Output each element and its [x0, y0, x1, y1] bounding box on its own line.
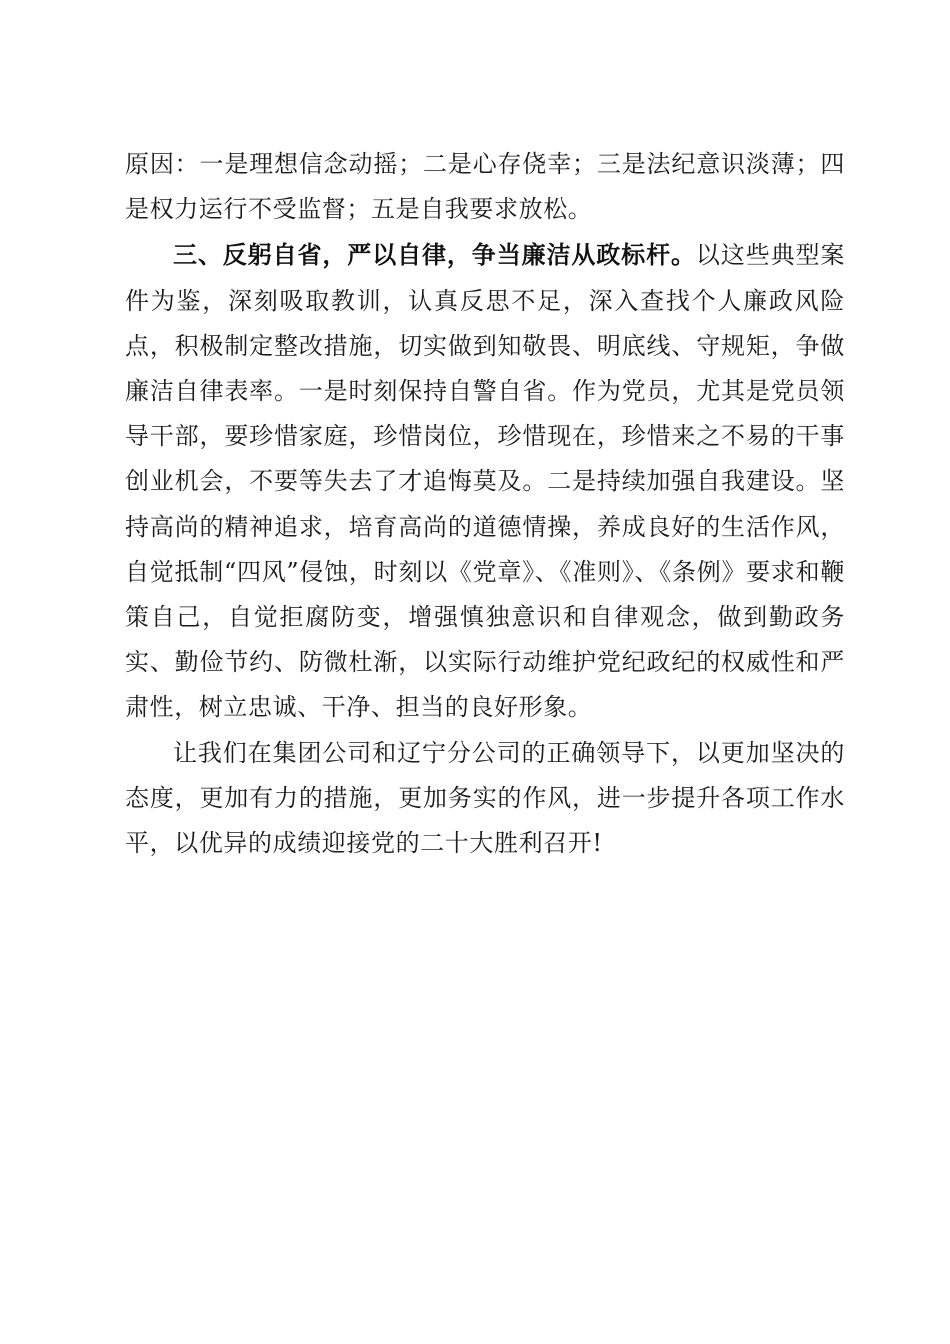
paragraph-text: 让我们在集团公司和辽宁分公司的正确领导下，以更加坚决的态度，更加有力的措施，更加务实的作风，进一步提升各项工作水平，以优异的成绩迎接党的二十大胜利召开! [125, 738, 845, 858]
paragraph-causes [125, 142, 845, 232]
document-body [125, 142, 845, 866]
paragraph-text: 以这些典型案件为鉴，深刻吸取教训，认真反思不足，深入查找个人廉政风险点，积极制定整改措施，切实做到知敬畏、明底线、守规矩，争做廉洁自律表率。一是时刻保持自警自省。作为党员，尤其是党员领导干部，要珍惜家庭，珍惜岗位，珍惜现在，珍惜来之不易的干事创业机会，不要等失去了才追悔莫及。二是持续加强自我建设。坚持高尚的精神追求，培育高尚的道德情操，养成良好的生活作风，自觉抵制“四风”侵蚀，时刻以《党章》、《准则》、《条例》要求和鞭策自己，自觉拒腐防变，增强慎独意识和自律观念，做到勤政务实、勤俭节约、防微杜渐，以实际行动维护党纪政纪的权威性和严肃性，树立忠诚、干净、担当的良好形象。 [125, 241, 845, 722]
paragraph-section-three [125, 232, 845, 730]
paragraph-closing [125, 731, 845, 867]
section-heading: 三、反躬自省，严以自律，争当廉洁从政标杆。 [173, 240, 696, 270]
paragraph-text: 原因：一是理想信念动摇；二是心存侥幸；三是法纪意识淡薄；四是权力运行不受监督；五是自我要求放松。 [125, 150, 845, 224]
